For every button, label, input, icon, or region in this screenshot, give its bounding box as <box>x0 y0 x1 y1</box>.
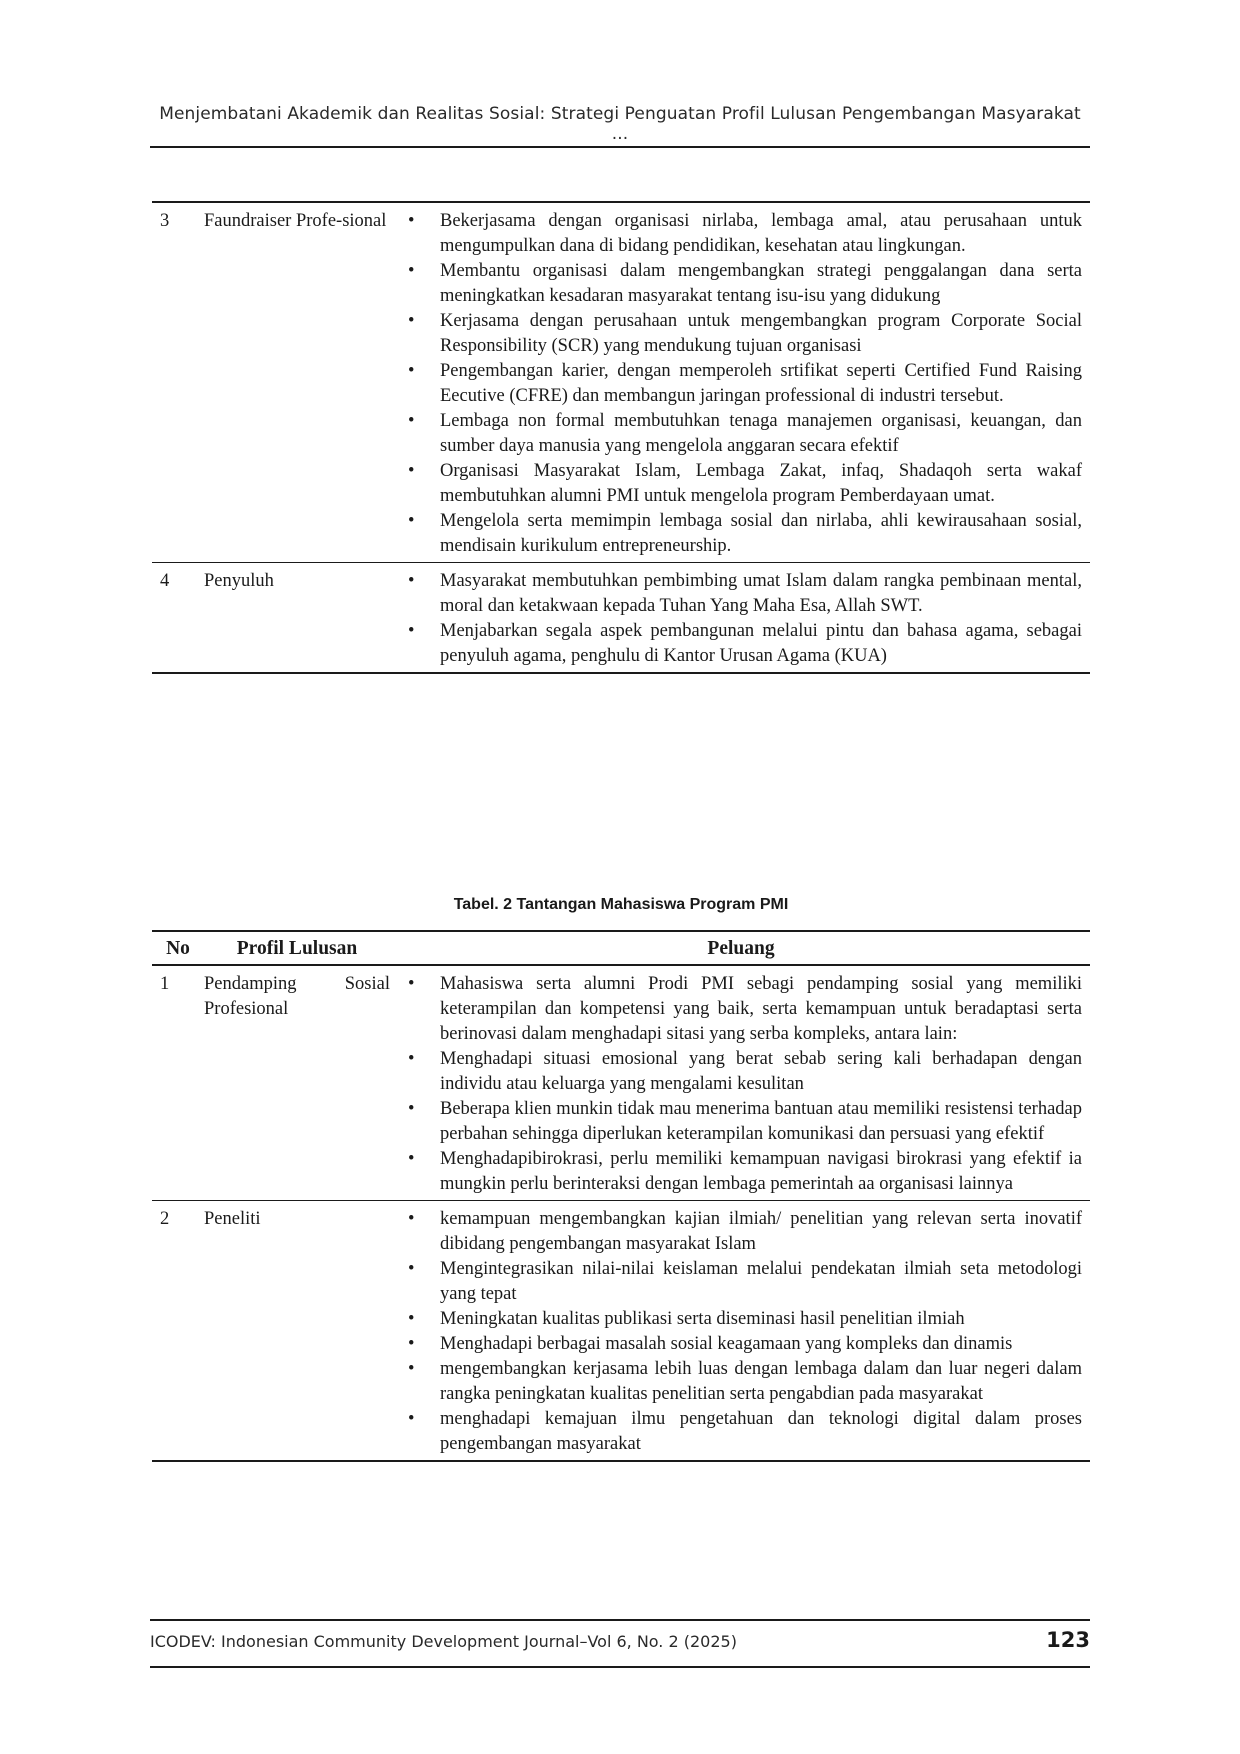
journal-citation: ICODEV: Indonesian Community Development Journal–Vol 6, No. 2 (2025) <box>150 1632 737 1651</box>
header-rule <box>150 146 1090 148</box>
page-number: 123 <box>1046 1628 1090 1652</box>
header-no: No <box>166 938 190 959</box>
table-bottom-rule <box>152 672 1090 674</box>
list-item: • Lembaga non formal membutuhkan tenaga manajemen organisasi, keuangan, dan sumber daya manusia yang mengelola anggaran secara efektif <box>400 409 1082 459</box>
opportunity-cell <box>400 569 1090 669</box>
bullet-list <box>400 1207 1082 1457</box>
opportunity-cell <box>400 209 1090 559</box>
profile-cell: Faundraiser Profe-sional <box>204 211 387 231</box>
footer-rule-bottom <box>150 1666 1090 1668</box>
profile-cell: Peneliti <box>204 1209 261 1229</box>
opportunity-cell <box>400 972 1090 1197</box>
list-item: • Pengembangan karier, dengan memperoleh srtifikat seperti Certified Fund Raising Eecutive (CFRE) dan membangun jaringan professional di industri tersebut. <box>400 359 1082 409</box>
footer-rule-top <box>150 1619 1090 1621</box>
table-row <box>152 966 1090 1200</box>
opportunity-cell <box>400 1207 1090 1457</box>
running-head: Menjembatani Akademik dan Realitas Sosial: Strategi Penguatan Profil Lulusan Pengembangan Masyarakat ... <box>159 104 1081 144</box>
list-item: • mengembangkan kerjasama lebih luas dengan lembaga dalam dan luar negeri dalam rangka peningkatan kualitas penelitian serta pengabdian pada masyarakat <box>400 1357 1082 1407</box>
list-item: • Organisasi Masyarakat Islam, Lembaga Zakat, infaq, Shadaqoh serta wakaf membutuhkan alumni PMI untuk mengelola program Pemberdayaan umat. <box>400 459 1082 509</box>
row-number: 2 <box>160 1209 170 1229</box>
table-2 <box>152 930 1090 1462</box>
list-item: • Beberapa klien munkin tidak mau menerima bantuan atau memiliki resistensi terhadap perbahan sehingga diperlukan keterampilan komunikasi dan persuasi yang efektif <box>400 1097 1082 1147</box>
row-number: 3 <box>160 211 170 231</box>
list-item: • kemampuan mengembangkan kajian ilmiah/ penelitian yang relevan serta inovatif dibidang pengembangan masyarakat Islam <box>400 1207 1082 1257</box>
table-caption: Tabel. 2 Tantangan Mahasiswa Program PMI <box>453 896 789 913</box>
table-bottom-rule <box>152 1460 1090 1462</box>
row-number: 4 <box>160 571 170 591</box>
list-item: • Masyarakat membutuhkan pembimbing umat Islam dalam rangka pembinaan mental, moral dan ketakwaan kepada Tuhan Yang Maha Esa, Allah SWT. <box>400 569 1082 619</box>
table-header-row <box>152 932 1090 964</box>
profile-cell: Penyuluh <box>204 571 274 591</box>
bullet-list <box>400 972 1082 1197</box>
list-item: • Mahasiswa serta alumni Prodi PMI sebagi pendamping sosial yang memiliki keterampilan dan kompetensi yang baik, serta kemampuan untuk beradaptasi serta berinovasi dalam menghadapi sitasi yang serba kompleks, antara lain: <box>400 972 1082 1047</box>
header-profile: Profil Lulusan <box>236 938 358 959</box>
row-number: 1 <box>160 974 170 994</box>
list-item: • menghadapi kemajuan ilmu pengetahuan dan teknologi digital dalam proses pengembangan masyarakat <box>400 1407 1082 1457</box>
list-item: • Menjabarkan segala aspek pembangunan melalui pintu dan bahasa agama, sebagai penyuluh agama, penghulu di Kantor Urusan Agama (KUA) <box>400 619 1082 669</box>
list-item: • Menghadapi situasi emosional yang berat sebab sering kali berhadapan dengan individu atau keluarga yang mengalami kesulitan <box>400 1047 1082 1097</box>
bullet-list <box>400 209 1082 559</box>
table-row <box>152 203 1090 562</box>
list-item: • Menghadapi berbagai masalah sosial keagamaan yang kompleks dan dinamis <box>400 1332 1082 1357</box>
profile-cell: Pendamping Sosial Profesional <box>204 974 390 1019</box>
list-item: • Kerjasama dengan perusahaan untuk mengembangkan program Corporate Social Responsibility (SCR) yang mendukung tujuan organisasi <box>400 309 1082 359</box>
table-row <box>152 563 1090 672</box>
table-row <box>152 1201 1090 1460</box>
list-item: • Mengelola serta memimpin lembaga sosial dan nirlaba, ahli kewirausahaan sosial, mendisain kurikulum entrepreneurship. <box>400 509 1082 559</box>
bullet-list <box>400 569 1082 669</box>
table-1 <box>152 201 1090 674</box>
list-item: • Membantu organisasi dalam mengembangkan strategi penggalangan dana serta meningkatkan kesadaran masyarakat tentang isu-isu yang didukung <box>400 259 1082 309</box>
list-item: • Mengintegrasikan nilai-nilai keislaman melalui pendekatan ilmiah seta metodologi yang tepat <box>400 1257 1082 1307</box>
list-item: • Bekerjasama dengan organisasi nirlaba, lembaga amal, atau perusahaan untuk mengumpulkan dana di bidang pendidikan, kesehatan atau lingkungan. <box>400 209 1082 259</box>
list-item: • Meningkatan kualitas publikasi serta diseminasi hasil penelitian ilmiah <box>400 1307 1082 1332</box>
list-item: • Menghadapibirokrasi, perlu memiliki kemampuan navigasi birokrasi yang efektif ia mungkin perlu berinteraksi dengan lembaga pemerintah aa organisasi lainnya <box>400 1147 1082 1197</box>
header-opportunity: Peluang <box>707 938 775 959</box>
